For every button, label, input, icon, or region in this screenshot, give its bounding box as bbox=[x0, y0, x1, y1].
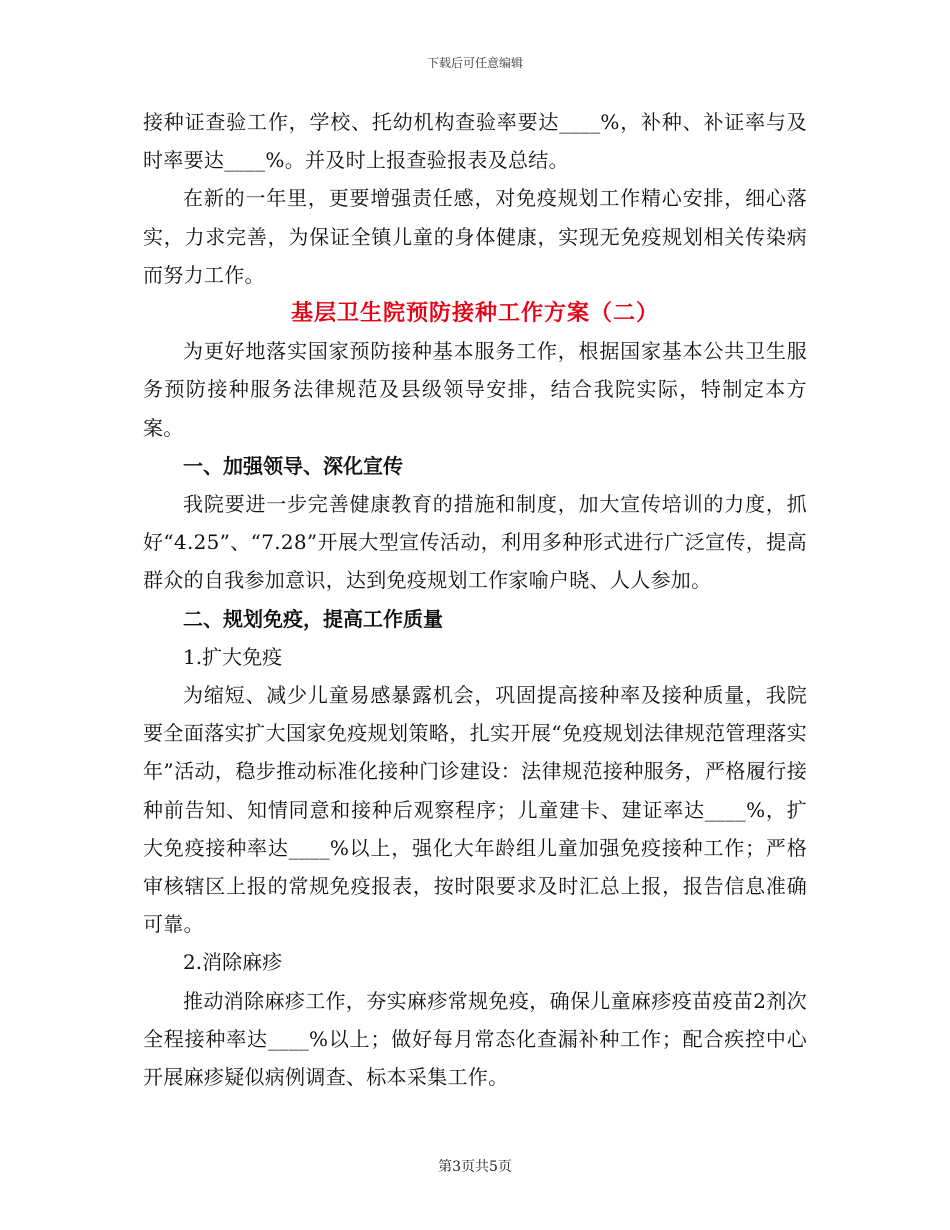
page-number: 第3页共5页 bbox=[438, 1159, 512, 1175]
paragraph-6: 推动消除麻疹工作，夯实麻疹常规免疫，确保儿童麻疹疫苗疫苗2剂次全程接种率达____%以上；做好每月常态化查漏补种工作；配合疾控中心开展麻疹疑似病例调查、标本采集工作。 bbox=[143, 988, 807, 1090]
document-body bbox=[143, 103, 807, 1096]
heading-2: 二、规划免疫，提高工作质量 bbox=[183, 606, 443, 631]
paragraph-4: 我院要进一步完善健康教育的措施和制度，加大宣传培训的力度，抓好“4.25”、“7.28”开展大型宣传活动，利用多种形式进行广泛宣传，提高群众的自我参加意识，达到免疫规划工作家喻户晓、人人参加。 bbox=[143, 492, 807, 593]
paragraph-5: 为缩短、减少儿童易感暴露机会，巩固提高接种率及接种质量，我院要全面落实扩大国家免疫规划策略，扎实开展“免疫规划法律规范管理落实年”活动，稳步推动标准化接种门诊建设：法律规范接种服务，严格履行接种前告知、知情同意和接种后观察程序；儿童建卡、建证率达____%，扩大免疫接种率达____%以上，强化大年龄组儿童加强免疫接种工作；严格审核辖区上报的常规免疫报表，按时限要求及时汇总上报，报告信息准确可靠。 bbox=[143, 683, 807, 937]
paragraph-1: 接种证查验工作，学校、托幼机构查验率要达____%，补种、补证率与及时率要达____%。并及时上报查验报表及总结。 bbox=[143, 110, 807, 173]
paragraph-2: 在新的一年里，更要增强责任感，对免疫规划工作精心安排，细心落实，力求完善，为保证全镇儿童的身体健康，实现无免疫规划相关传染病而努力工作。 bbox=[143, 186, 807, 287]
header-note: 下载后可任意编辑 bbox=[426, 56, 523, 70]
subheading-1: 1.扩大免疫 bbox=[183, 644, 283, 669]
subheading-2: 2.消除麻疹 bbox=[183, 950, 283, 975]
section-title: 基层卫生院预防接种工作方案（二） bbox=[290, 300, 659, 327]
paragraph-3: 为更好地落实国家预防接种基本服务工作，根据国家基本公共卫生服务预防接种服务法律规范及县级领导安排，结合我院实际，特制定本方案。 bbox=[143, 339, 807, 440]
heading-1: 一、加强领导、深化宣传 bbox=[183, 453, 403, 478]
